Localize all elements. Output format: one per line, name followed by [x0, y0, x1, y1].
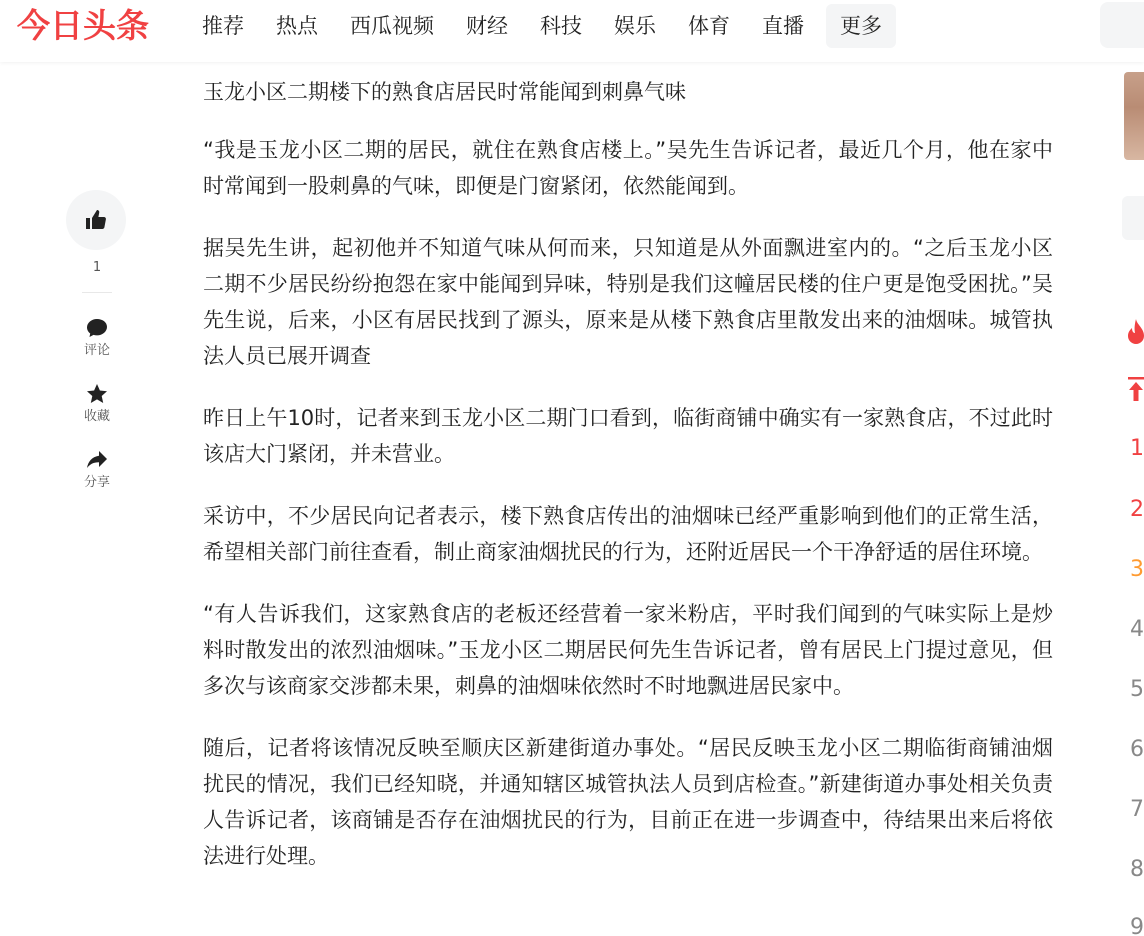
nav-item-xigua-video[interactable]: 西瓜视频 — [350, 14, 434, 38]
article-paragraph: 玉龙小区二期楼下的熟食店居民时常能闻到刺鼻气味 — [203, 80, 686, 104]
like-button[interactable] — [66, 190, 126, 250]
hot-rank-number[interactable]: 5 — [1130, 677, 1144, 702]
comment-button[interactable] — [66, 315, 128, 359]
collect-button[interactable] — [66, 381, 128, 425]
article-paragraph: “我是玉龙小区二期的居民，就住在熟食店楼上。”吴先生告诉记者，最近几个月，他在家中时常闻到一股刺鼻的气味，即便是门窗紧闭，依然能闻到。 — [203, 138, 1053, 198]
hot-rank-number[interactable]: 6 — [1130, 737, 1144, 762]
nav-item-tech[interactable]: 科技 — [540, 14, 582, 38]
nav-item-finance[interactable]: 财经 — [466, 14, 508, 38]
hot-rank-number[interactable]: 1 — [1130, 436, 1144, 461]
nav-item-recommend[interactable]: 推荐 — [202, 14, 244, 38]
share-label: 分享 — [83, 475, 110, 490]
article-paragraph: 随后，记者将该情况反映至顺庆区新建街道办事处。“居民反映玉龙小区二期临街商铺油烟扰民的情况，我们已经知晓，并通知辖区城管执法人员到店检查。”新建街道办事处相关负责人告诉记者，该商铺是否存在油烟扰民的行为，目前正在进一步调查中，待结果出来后将依法进行处理。 — [203, 736, 1053, 868]
comment-icon — [84, 315, 110, 341]
fire-icon — [1126, 318, 1144, 348]
hot-rank-number[interactable]: 3 — [1130, 557, 1144, 582]
article-paragraph: 昨日上午10时，记者来到玉龙小区二期门口看到，临街商铺中确实有一家熟食店，不过此时该店大门紧闭，并未营业。 — [203, 406, 1053, 466]
site-logo[interactable]: 今日头条 — [17, 6, 149, 45]
author-avatar[interactable] — [1124, 72, 1144, 160]
top-header — [0, 0, 1144, 62]
nav-item-live[interactable]: 直播 — [762, 14, 804, 38]
share-button[interactable] — [66, 447, 128, 491]
share-icon — [84, 447, 110, 473]
divider — [82, 292, 112, 293]
nav-more-button[interactable]: 更多 — [826, 4, 896, 48]
like-count: 1 — [92, 260, 102, 275]
search-input[interactable] — [1100, 2, 1144, 48]
article-body — [203, 74, 1053, 900]
nav-item-sports[interactable]: 体育 — [688, 14, 730, 38]
channel-nav — [186, 4, 896, 48]
hot-rank-number[interactable]: 7 — [1130, 797, 1144, 822]
nav-item-hot[interactable]: 热点 — [276, 14, 318, 38]
hot-rank-number[interactable]: 2 — [1130, 497, 1144, 522]
article-paragraph: 采访中，不少居民向记者表示，楼下熟食店传出的油烟味已经严重影响到他们的正常生活，希望相关部门前往查看，制止商家油烟扰民的行为，还附近居民一个干净舒适的居住环境。 — [203, 504, 1053, 564]
nav-item-entertainment[interactable]: 娱乐 — [614, 14, 656, 38]
thumbs-up-icon — [84, 208, 108, 232]
hot-rank-number[interactable]: 4 — [1130, 617, 1144, 642]
star-icon — [84, 381, 110, 407]
article-paragraph: 据吴先生讲，起初他并不知道气味从何而来，只知道是从外面飘进室内的。“之后玉龙小区二期不少居民纷纷抱怨在家中能闻到异味，特别是我们这幢居民楼的住户更是饱受困扰。”吴先生说，后来，小区有居民找到了源头，原来是从楼下熟食店里散发出来的油烟味。城管执法人员已展开调查 — [203, 236, 1053, 368]
collect-label: 收藏 — [83, 409, 110, 424]
pin-top-icon — [1128, 377, 1144, 401]
article-action-bar — [66, 190, 128, 491]
follow-button[interactable] — [1122, 196, 1144, 240]
hot-rank-number[interactable]: 9 — [1130, 915, 1144, 936]
article-paragraph: “有人告诉我们，这家熟食店的老板还经营着一家米粉店，平时我们闻到的气味实际上是炒料时散发出的浓烈油烟味。”玉龙小区二期居民何先生告诉记者，曾有居民上门提过意见，但多次与该商家交涉都未果，刺鼻的油烟味依然时不时地飘进居民家中。 — [203, 602, 1053, 698]
hot-rank-number[interactable]: 8 — [1130, 857, 1144, 882]
comment-label: 评论 — [83, 343, 110, 358]
